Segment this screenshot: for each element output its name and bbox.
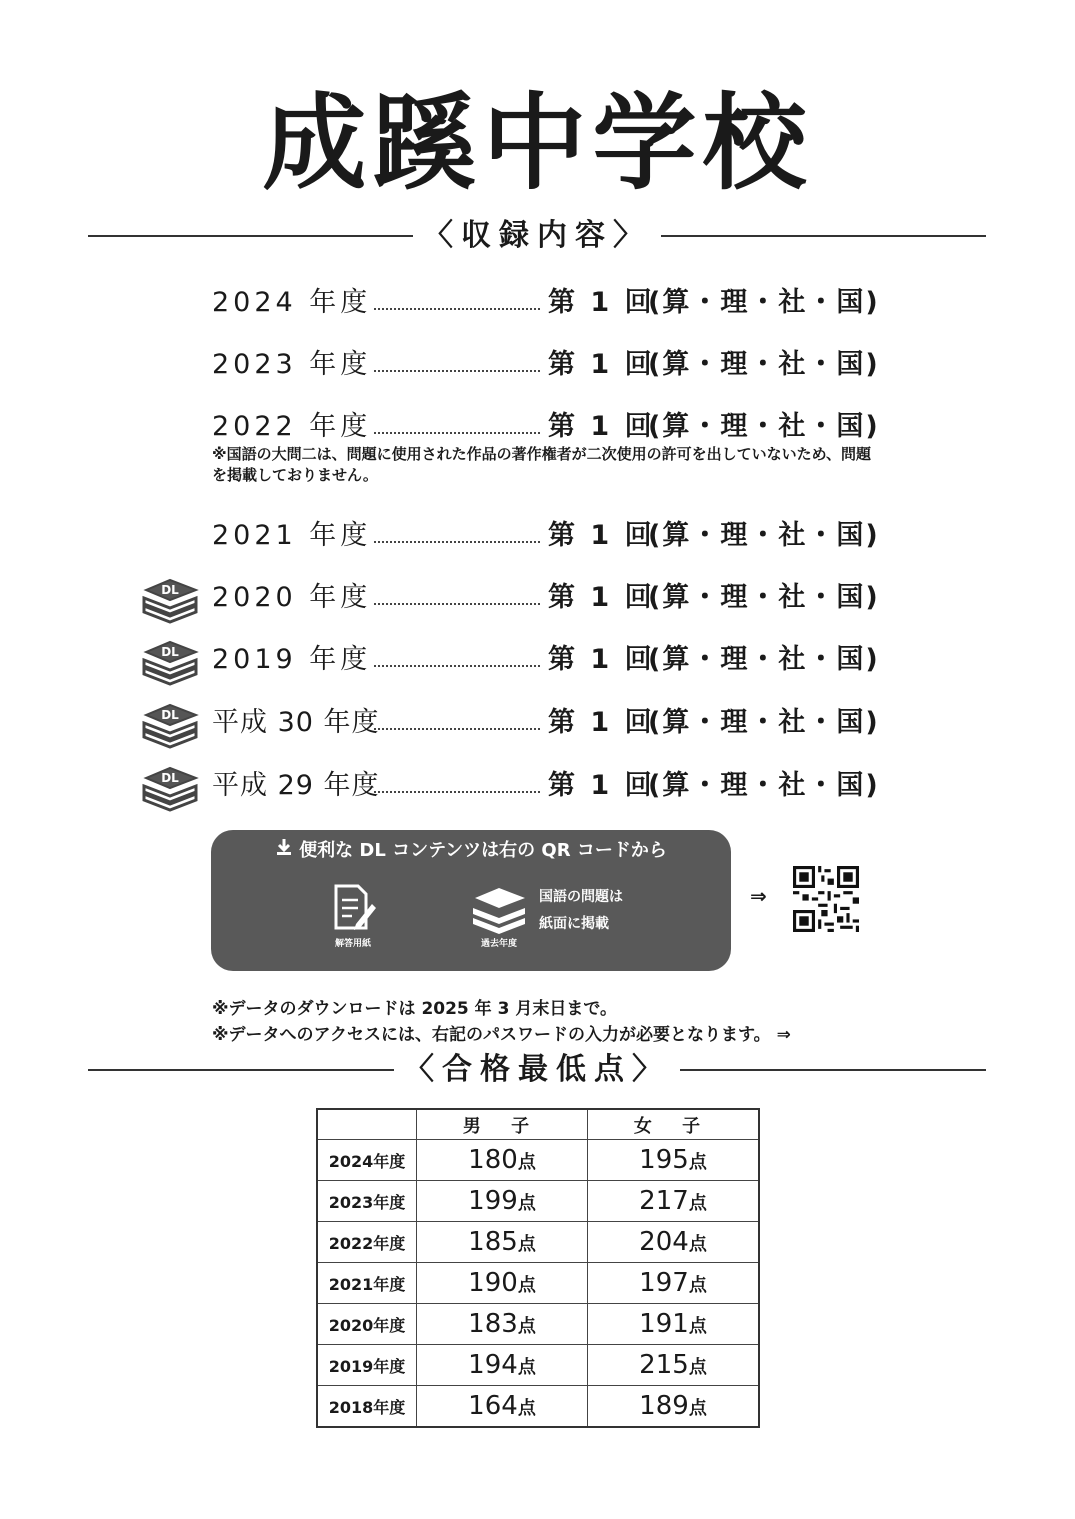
row-year: 2019年度 bbox=[317, 1345, 417, 1386]
download-icon bbox=[275, 838, 293, 856]
entry-year: 2024 年度 bbox=[212, 287, 372, 318]
boys-score: 190点 bbox=[417, 1263, 588, 1304]
entry-round: 第 1 回 bbox=[548, 411, 655, 442]
dl-desc-line: 国語の問題は bbox=[539, 889, 623, 905]
table-header-blank bbox=[317, 1109, 417, 1140]
dl-box-title bbox=[211, 836, 731, 866]
table-row bbox=[317, 1304, 759, 1345]
table-row bbox=[317, 1140, 759, 1181]
dl-box-title-text: 便利な DL コンテンツは右の QR コードから bbox=[299, 840, 667, 861]
entry-year: 2019 年度 bbox=[212, 644, 372, 675]
entry-round: 第 1 回 bbox=[548, 520, 655, 551]
note-line: ※データへのアクセスには、右記のパスワードの入力が必要となります。 ⇒ bbox=[212, 1025, 791, 1045]
entry-round: 第 1 回 bbox=[548, 770, 655, 801]
dl-box-description bbox=[539, 884, 623, 938]
entry-subjects: (算・理・社・国) bbox=[648, 411, 880, 442]
row-year: 2020年度 bbox=[317, 1304, 417, 1345]
boys-score: 199点 bbox=[417, 1181, 588, 1222]
entry-round: 第 1 回 bbox=[548, 287, 655, 318]
contents-entry bbox=[140, 516, 880, 556]
scores-header-label: 〈合格最低点〉 bbox=[394, 1050, 680, 1090]
dl-badge-text: DL bbox=[161, 771, 179, 785]
tile-caption: 解答用紙 bbox=[334, 939, 371, 949]
girls-score: 215点 bbox=[588, 1345, 760, 1386]
dot-leader bbox=[374, 603, 540, 605]
dl-desc-line: 紙面に掲載 bbox=[539, 916, 609, 932]
dot-leader bbox=[374, 432, 540, 434]
table-row bbox=[317, 1263, 759, 1304]
entry-year: 2022 年度 bbox=[212, 411, 372, 442]
dl-content-box bbox=[211, 830, 731, 971]
column-header-girls: 女 子 bbox=[588, 1109, 760, 1140]
row-year: 2018年度 bbox=[317, 1386, 417, 1428]
contents-entry bbox=[140, 283, 880, 323]
qr-code-icon[interactable] bbox=[793, 866, 859, 932]
entry-round: 第 1 回 bbox=[548, 582, 655, 613]
entry-subjects: (算・理・社・国) bbox=[648, 707, 880, 738]
table-row bbox=[317, 1222, 759, 1263]
boys-score: 164点 bbox=[417, 1386, 588, 1428]
boys-score: 183点 bbox=[417, 1304, 588, 1345]
page-title: 成蹊中学校 bbox=[262, 82, 813, 204]
entry-round: 第 1 回 bbox=[548, 349, 655, 380]
qr-arrow: ⇒ bbox=[750, 884, 767, 908]
entry-subjects: (算・理・社・国) bbox=[648, 349, 880, 380]
dl-badge-text: DL bbox=[161, 583, 179, 597]
tile-caption: 過去年度 bbox=[480, 939, 517, 949]
answer-sheet-icon bbox=[328, 882, 378, 934]
row-year: 2023年度 bbox=[317, 1181, 417, 1222]
table-header-row bbox=[317, 1109, 759, 1140]
dl-badge-text: DL bbox=[161, 708, 179, 722]
dot-leader bbox=[374, 370, 540, 372]
girls-score: 191点 bbox=[588, 1304, 760, 1345]
contents-header-label: 〈収録内容〉 bbox=[413, 216, 661, 256]
entry-subjects: (算・理・社・国) bbox=[648, 287, 880, 318]
entry-subjects: (算・理・社・国) bbox=[648, 582, 880, 613]
entry-round: 第 1 回 bbox=[548, 707, 655, 738]
entry-year: 2020 年度 bbox=[212, 582, 372, 613]
min-score-table bbox=[316, 1108, 760, 1428]
dot-leader bbox=[374, 541, 540, 543]
dl-book-icon bbox=[140, 572, 200, 624]
dl-badge-text: DL bbox=[161, 645, 179, 659]
answer-sheet-tile bbox=[323, 882, 383, 950]
contents-entry bbox=[140, 640, 880, 680]
dl-book-icon bbox=[140, 760, 200, 812]
entry-subjects: (算・理・社・国) bbox=[648, 770, 880, 801]
dot-leader bbox=[374, 308, 540, 310]
dl-book-icon bbox=[140, 634, 200, 686]
contents-entry bbox=[140, 703, 880, 743]
entry-year: 平成 29 年度 bbox=[212, 770, 380, 801]
table-row bbox=[317, 1386, 759, 1428]
girls-score: 217点 bbox=[588, 1181, 760, 1222]
contents-entry bbox=[140, 407, 880, 447]
row-year: 2024年度 bbox=[317, 1140, 417, 1181]
entry-round: 第 1 回 bbox=[548, 644, 655, 675]
contents-section-header bbox=[88, 216, 986, 256]
table-row bbox=[317, 1345, 759, 1386]
contents-entry bbox=[140, 578, 880, 618]
dot-leader bbox=[374, 665, 540, 667]
girls-score: 197点 bbox=[588, 1263, 760, 1304]
entry-subjects: (算・理・社・国) bbox=[648, 644, 880, 675]
row-year: 2021年度 bbox=[317, 1263, 417, 1304]
column-header-boys: 男 子 bbox=[417, 1109, 588, 1140]
entry-year: 2021 年度 bbox=[212, 520, 372, 551]
contents-entry bbox=[140, 345, 880, 385]
dot-leader bbox=[374, 728, 540, 730]
contents-entry bbox=[140, 766, 880, 806]
entry-year: 2023 年度 bbox=[212, 349, 372, 380]
boys-score: 194点 bbox=[417, 1345, 588, 1386]
girls-score: 189点 bbox=[588, 1386, 760, 1428]
table-row bbox=[317, 1181, 759, 1222]
girls-score: 204点 bbox=[588, 1222, 760, 1263]
entry-subjects: (算・理・社・国) bbox=[648, 520, 880, 551]
book-stack-icon bbox=[469, 882, 529, 934]
boys-score: 185点 bbox=[417, 1222, 588, 1263]
boys-score: 180点 bbox=[417, 1140, 588, 1181]
download-notes bbox=[212, 996, 791, 1048]
girls-score: 195点 bbox=[588, 1140, 760, 1181]
dot-leader bbox=[374, 791, 540, 793]
scores-section-header bbox=[88, 1050, 986, 1090]
dl-book-icon bbox=[140, 697, 200, 749]
entry-year: 平成 30 年度 bbox=[212, 707, 380, 738]
past-years-tile bbox=[467, 882, 531, 950]
copyright-note: ※国語の大問二は、問題に使用された作品の著作権者が二次使用の許可を出していないため、問題を掲載しておりません。 bbox=[212, 445, 871, 484]
row-year: 2022年度 bbox=[317, 1222, 417, 1263]
note-line: ※データのダウンロードは 2025 年 3 月末日まで。 bbox=[212, 999, 618, 1019]
